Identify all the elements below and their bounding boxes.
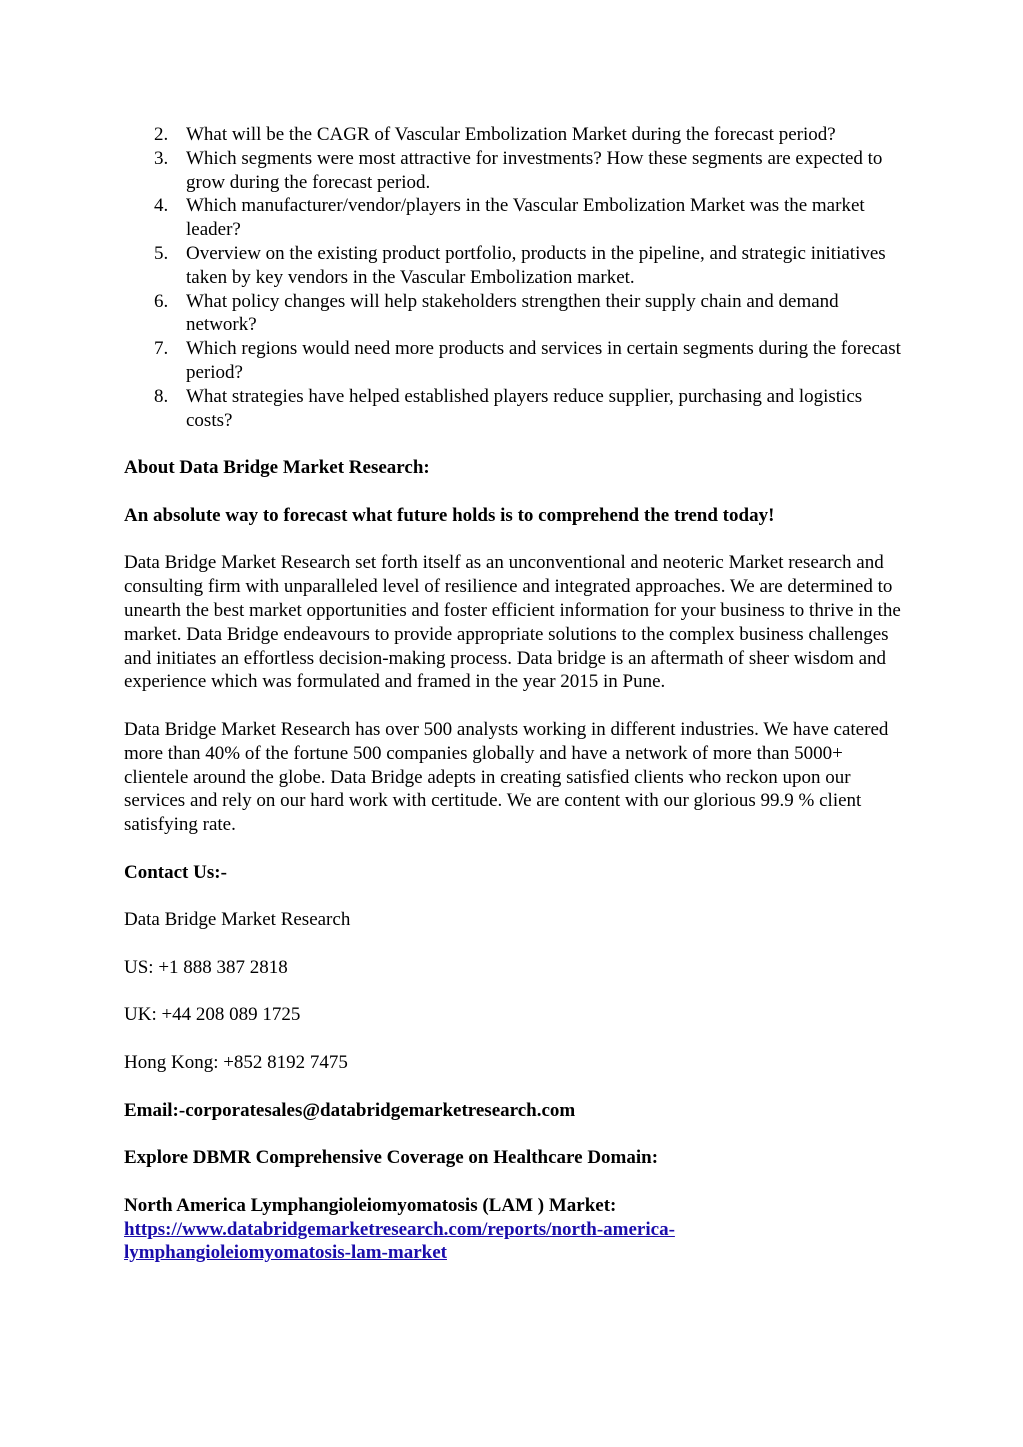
about-tagline: An absolute way to forecast what future holds is to comprehend the trend today! <box>124 504 775 526</box>
list-item-text: Which manufacturer/vendor/players in the Vascular Embolization Market was the market leader? <box>186 195 865 241</box>
explore-heading: Explore DBMR Comprehensive Coverage on Healthcare Domain: <box>124 1147 659 1169</box>
report-link[interactable] <box>124 1219 675 1264</box>
contact-email: Email:-corporatesales@databridgemarketresearch.com <box>124 1099 576 1121</box>
list-item <box>124 123 904 147</box>
list-item <box>124 194 904 242</box>
list-item-number: 4. <box>154 195 169 217</box>
report-title: North America Lymphangioleiomyomatosis (LAM ) Market: <box>124 1194 617 1216</box>
list-item-text: What strategies have helped established players reduce supplier, purchasing and logistics costs? <box>186 385 863 431</box>
contact-company: Data Bridge Market Research <box>124 909 351 931</box>
list-item-number: 3. <box>154 147 169 169</box>
about-heading: About Data Bridge Market Research: <box>124 457 430 479</box>
questions-list <box>124 123 904 432</box>
list-item <box>124 337 904 385</box>
contact-phone-us: US: +1 888 387 2818 <box>124 956 288 978</box>
list-item-text: Overview on the existing product portfolio, products in the pipeline, and strategic initiatives taken by key vendors in the Vascular Embolization market. <box>186 242 886 288</box>
list-item-number: 8. <box>154 385 169 407</box>
list-item-text: What will be the CAGR of Vascular Embolization Market during the forecast period? <box>186 124 836 145</box>
report-entry <box>124 1194 904 1265</box>
list-item-number: 7. <box>154 338 169 360</box>
list-item <box>124 385 904 433</box>
list-item-text: Which regions would need more products and services in certain segments during the forecast period? <box>186 338 901 383</box>
contact-phone-uk: UK: +44 208 089 1725 <box>124 1004 301 1026</box>
list-item-number: 2. <box>154 124 169 145</box>
about-paragraph-2: Data Bridge Market Research has over 500 analysts working in different industries. We have catered more than 40% of the fortune 500 companies globally and have a network of more than 5000+ clientele around the globe. Data Bridge adepts in creating satisfied clients who reckon upon our services and rely on our hard work with certitude. We are content with our glorious 99.9 % client satisfying rate. <box>124 718 889 836</box>
list-item-number: 5. <box>154 242 169 264</box>
list-item <box>124 290 904 338</box>
list-item-text: Which segments were most attractive for investments? How these segments are expected to grow during the forecast period. <box>186 147 883 193</box>
about-paragraph-1: Data Bridge Market Research set forth itself as an unconventional and neoteric Market research and consulting firm with unparalleled level of resilience and integrated approaches. We are determined to unearth the best market opportunities and foster efficient information for your business to thrive in the market. Data Bridge endeavours to provide appropriate solutions to the complex business challenges and initiates an effortless decision-making process. Data bridge is an aftermath of sheer wisdom and experience which was formulated and framed in the year 2015 in Pune. <box>124 552 901 693</box>
list-item-number: 6. <box>154 290 169 312</box>
list-item <box>124 147 904 195</box>
contact-heading: Contact Us:- <box>124 861 227 883</box>
contact-phone-hk: Hong Kong: +852 8192 7475 <box>124 1052 348 1074</box>
list-item <box>124 242 904 290</box>
report-link-line-2: lymphangioleiomyomatosis-lam-market <box>124 1242 447 1264</box>
report-link-line-1: https://www.databridgemarketresearch.com/reports/north-america- <box>124 1218 675 1240</box>
list-item-text: What policy changes will help stakeholders strengthen their supply chain and demand network? <box>186 290 839 336</box>
document-page <box>124 123 904 1265</box>
